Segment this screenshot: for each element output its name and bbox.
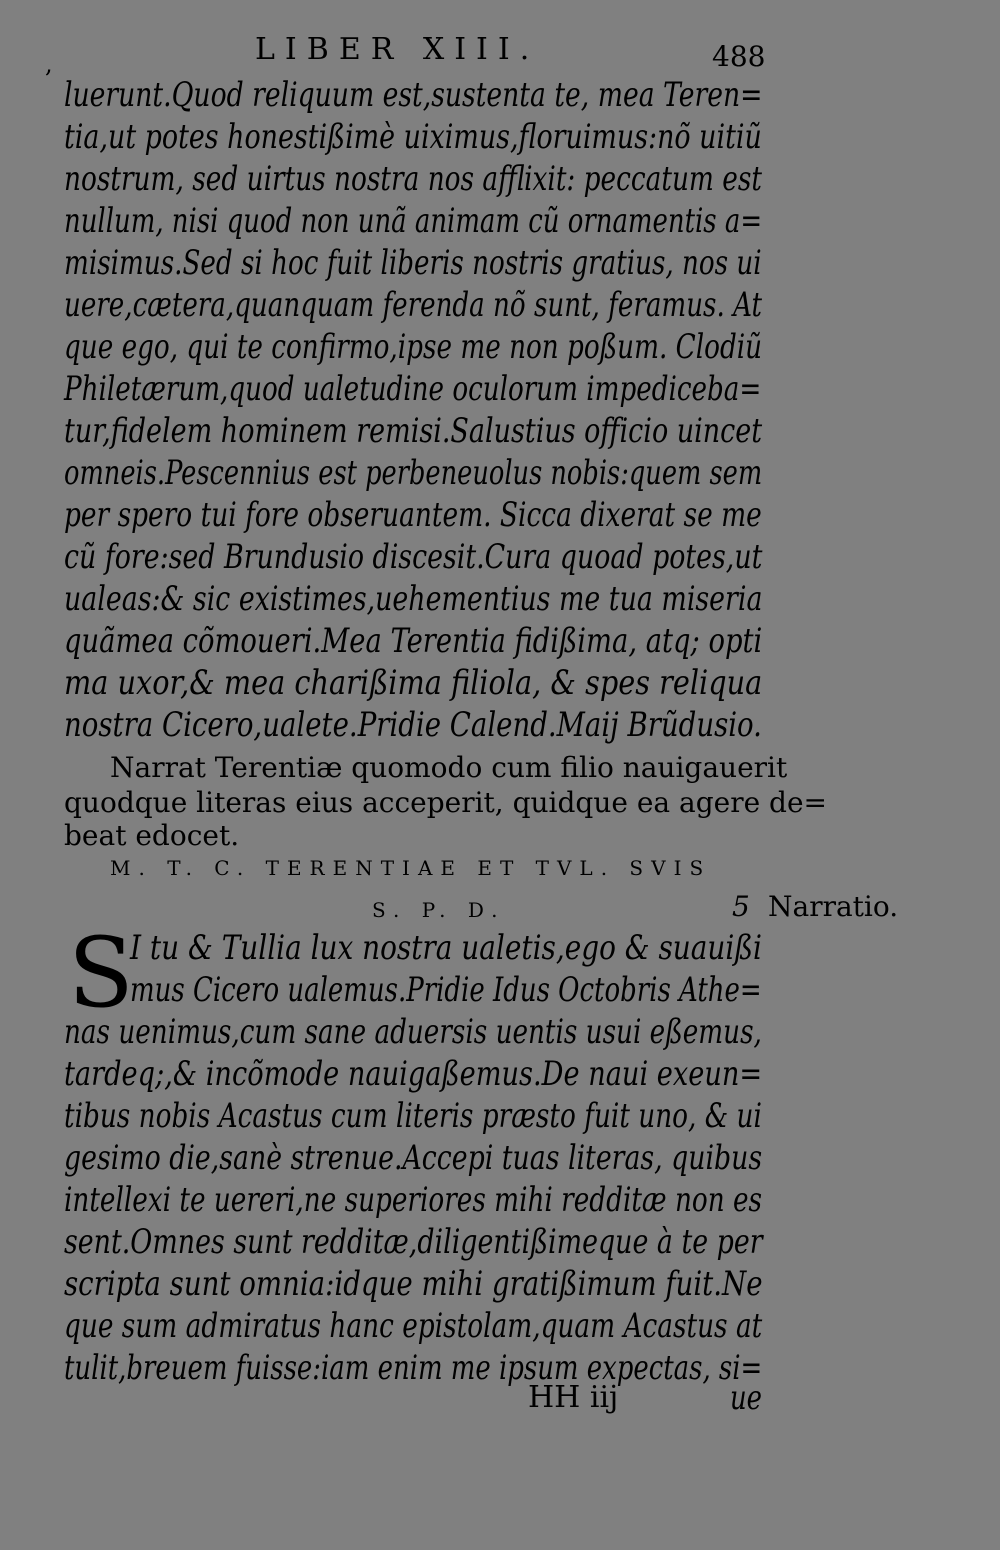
- page-number: 488: [712, 40, 766, 73]
- text-line: quãmea cõmoueri.Mea Terentia fidißima, atq; opti: [64, 621, 763, 661]
- text-line: nostra Cicero,ualete.Pridie Calend.Maij Brũdusio.: [64, 705, 762, 745]
- margin-note: Narratio.: [768, 890, 899, 923]
- text-line: luerunt.Quod reliquum est,sustenta te, mea Teren=: [64, 75, 763, 115]
- margin-mark: ,: [45, 50, 53, 78]
- text-line: scripta sunt omnia:idque mihi gratißimum fuit.Ne: [64, 1264, 763, 1304]
- text-line: ualeas:& sic existimes,uehementius me tua miseria: [64, 579, 763, 619]
- salutation-line: M. T. C. TERENTIAE ET TVL. SVIS: [110, 856, 712, 880]
- text-line: ma uxor,& mea charißima filiola, & spes reliqua: [64, 663, 763, 703]
- catchword: ue: [730, 1378, 763, 1418]
- text-line: omneis.Pescennius est perbeneuolus nobis:quem sem: [64, 453, 763, 493]
- text-line: cũ fore:sed Brundusio discesit.Cura quoad potes,ut: [64, 537, 763, 577]
- text-line: gesimo die,sanè strenue.Accepi tuas literas, quibus: [64, 1138, 763, 1178]
- text-line: nostrum, sed uirtus nostra nos afflixit: peccatum est: [64, 159, 762, 199]
- salutation-line: S. P. D.: [372, 898, 506, 922]
- text-line: nas uenimus,cum sane aduersis uentis usui eßemus,: [64, 1012, 762, 1052]
- signature-mark: HH iij: [528, 1380, 619, 1415]
- text-line: mus Cicero ualemus.Pridie Idus Octobris Athe=: [130, 970, 762, 1010]
- text-line: intellexi te uereri,ne superiores mihi redditæ non es: [64, 1180, 763, 1220]
- summary-line: Narrat Terentiæ quomodo cum filio nauigauerit: [110, 751, 788, 784]
- text-line: sent.Omnes sunt redditæ,diligentißimeque à te per: [64, 1222, 763, 1262]
- text-line: tardeq;,& incõmode nauigaßemus.De naui exeun=: [64, 1054, 763, 1094]
- line-number: 5: [732, 890, 750, 923]
- text-line: tibus nobis Acastus cum literis præsto fuit uno, & ui: [64, 1096, 762, 1136]
- text-line: per spero tui fore obseruantem. Sicca dixerat se me: [64, 495, 762, 535]
- text-line: que sum admiratus hanc epistolam,quam Acastus at: [64, 1306, 763, 1346]
- text-line: que ego, qui te confirmo,ipse me non poßum. Clodiũ: [64, 327, 763, 367]
- text-line: misimus.Sed si hoc fuit liberis nostris gratius, nos ui: [64, 243, 762, 283]
- text-line: tur,fidelem hominem remisi.Salustius officio uincet: [64, 411, 763, 451]
- summary-line: quodque literas eius acceperit, quidque ea agere de=: [64, 786, 828, 819]
- text-line: Philetærum,quod ualetudine oculorum impediceba=: [64, 369, 762, 409]
- running-title: LIBER XIII.: [255, 32, 540, 67]
- text-line: tia,ut potes honestißimè uiximus,floruimus:nõ uitiũ: [64, 117, 762, 157]
- text-line: nullum, nisi quod non unã animam cũ ornamentis a=: [64, 201, 763, 241]
- text-line: I tu & Tullia lux nostra ualetis,ego & suauißi: [130, 928, 762, 968]
- summary-line: beat edocet.: [64, 819, 240, 852]
- drop-cap: S: [68, 917, 134, 1029]
- text-line: tulit,breuem fuisse:iam enim me ipsum expectas, si=: [64, 1348, 763, 1388]
- text-line: uere,cætera,quanquam ferenda nõ sunt, feramus. At: [64, 285, 763, 325]
